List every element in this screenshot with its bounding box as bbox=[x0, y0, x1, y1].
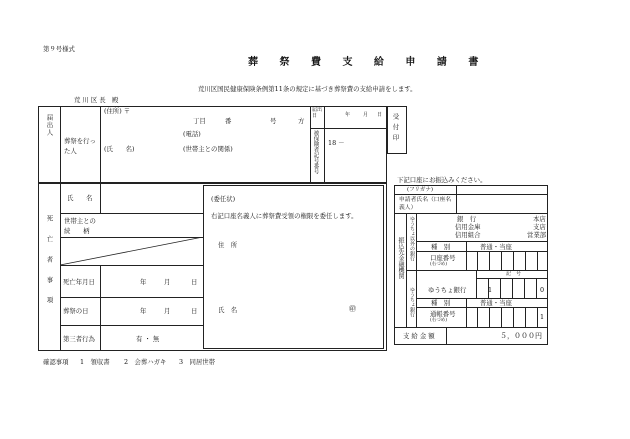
amount-value: ５，０００円 bbox=[500, 332, 542, 340]
account-kind-value: 普通・当座 bbox=[480, 243, 512, 251]
passbook-kind-value: 普通・当座 bbox=[480, 299, 512, 307]
passbook-number-note: (右づめ) bbox=[430, 318, 448, 323]
death-year: 年 bbox=[140, 278, 147, 286]
passbook-kind-label: 種 別 bbox=[431, 299, 451, 307]
insured-number-label: 被保険者記号番号 bbox=[312, 130, 319, 174]
filing-year: 年 bbox=[345, 112, 351, 118]
deceased-name-label: 氏 名 bbox=[67, 194, 93, 202]
death-date-label: 死亡年月日 bbox=[63, 278, 95, 286]
footer-label: 確認事項 bbox=[43, 358, 69, 366]
funeral-year: 年 bbox=[140, 307, 147, 315]
yucho-vertical-label: ゆうちょ銀行 bbox=[409, 287, 415, 317]
yucho-code-start: 1 bbox=[488, 286, 493, 294]
address-chome: 丁目 bbox=[193, 117, 206, 125]
filing-day: 日 bbox=[377, 112, 383, 118]
proxy-box bbox=[203, 185, 384, 349]
insured-number-value: 18 － bbox=[328, 139, 345, 147]
filing-month: 月 bbox=[363, 112, 369, 118]
address-ban: 番 bbox=[225, 117, 232, 125]
proxy-header: (委任状) bbox=[211, 195, 236, 203]
account-holder-label: 申請者氏名（口座名義人） bbox=[399, 197, 452, 211]
bank-type-shinkin: 信用金庫 bbox=[455, 223, 481, 231]
proxy-name-label: 氏 名 bbox=[218, 306, 238, 314]
intro-text: 荒川区国民健康保険条例第11条の規定に基づき葬祭費の支給申請をします。 bbox=[198, 85, 417, 93]
footer-item-postcard: 2 会葬ハガキ bbox=[124, 358, 167, 366]
kigo-label: 記 号 bbox=[506, 271, 522, 277]
applicant-row-label: 葬祭を行った人 bbox=[64, 137, 96, 155]
filing-date-label: 届出日 bbox=[312, 107, 323, 119]
amount-label: 支 給 金 額 bbox=[403, 332, 435, 340]
passbook-number-cells[interactable] bbox=[466, 307, 548, 327]
other-banks-label: ゆうちょ以外の銀行 bbox=[409, 216, 415, 261]
branch-type-shiten: 支店 bbox=[533, 223, 546, 231]
receipt-label: 受付印 bbox=[391, 113, 400, 145]
funeral-day: 日 bbox=[191, 307, 198, 315]
deceased-side-label: 死亡者事項 bbox=[45, 215, 54, 317]
yucho-code-end: 0 bbox=[540, 286, 545, 294]
yucho-label: ゆうちょ銀行 bbox=[428, 286, 467, 294]
death-day: 日 bbox=[191, 278, 198, 286]
relation-label: (世帯主との関係) bbox=[183, 145, 233, 153]
account-number-label: 口座番号 bbox=[430, 254, 456, 262]
proxy-text: 右記口座名義人に葬祭費受領の権限を委任します。 bbox=[211, 212, 358, 220]
funeral-date-label: 葬祭の日 bbox=[63, 307, 89, 315]
funeral-month: 月 bbox=[164, 307, 171, 315]
furigana-label: (フリガナ) bbox=[407, 187, 434, 193]
address-label: (住所) 〒 bbox=[104, 107, 131, 115]
third-party-label: 第三者行為 bbox=[63, 335, 95, 343]
addressee: 荒 川 区 長 殿 bbox=[74, 96, 119, 104]
applicant-name-label: (氏 名) bbox=[104, 145, 135, 153]
address-kata: 方 bbox=[298, 117, 305, 125]
account-number-cells[interactable] bbox=[466, 251, 548, 270]
footer-item-household: 3 同居世帯 bbox=[179, 358, 216, 366]
applicant-side-label: 届出人 bbox=[45, 114, 54, 137]
address-go: 号 bbox=[270, 117, 277, 125]
passbook-number-label: 通帳番号 bbox=[430, 310, 456, 318]
deceased-relation-label: 世帯主との続 柄 bbox=[64, 217, 96, 235]
bank-note: 下記口座にお振込みください。 bbox=[397, 176, 487, 184]
passbook-number-end: 1 bbox=[540, 313, 545, 321]
account-kind-label: 種 別 bbox=[431, 243, 451, 251]
seal-mark: ㊞ bbox=[349, 305, 356, 313]
third-party-value: 有 ・ 無 bbox=[136, 335, 160, 343]
footer-item-receipt: 1 領収書 bbox=[80, 358, 110, 366]
form-number: 第９号様式 bbox=[43, 45, 75, 53]
page-title: 葬 祭 費 支 給 申 請 書 bbox=[248, 57, 488, 68]
phone-label: (電話) bbox=[183, 130, 201, 138]
bank-type-bank: 銀 行 bbox=[457, 215, 477, 223]
bank-type-kumiai: 信用組合 bbox=[455, 231, 481, 239]
account-number-note: (右づめ) bbox=[430, 262, 448, 267]
yucho-code-cells[interactable] bbox=[476, 278, 548, 298]
branch-type-eigyobu: 営業部 bbox=[527, 231, 547, 239]
blank-row-diagonal bbox=[60, 237, 203, 265]
bank-side-label: 振込先金融機関 bbox=[397, 237, 404, 279]
proxy-address-label: 住 所 bbox=[218, 241, 238, 249]
death-month: 月 bbox=[164, 278, 171, 286]
branch-type-honten: 本店 bbox=[533, 215, 546, 223]
